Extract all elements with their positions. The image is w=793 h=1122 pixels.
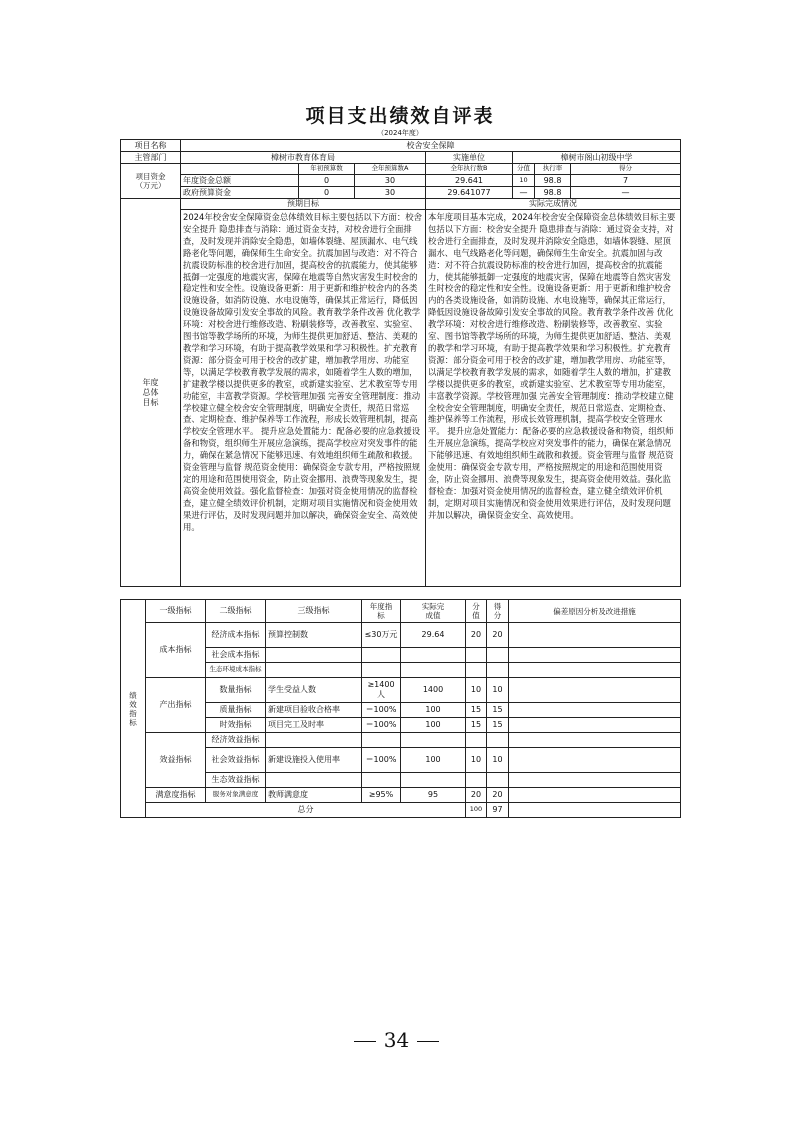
indicator-points [487,648,509,663]
indicator-level2: 社会效益指标 [206,748,266,773]
actual-header: 实际完成值 [401,600,466,623]
indicator-score [466,663,487,678]
gov-points: — [571,187,681,199]
indicator-actual [401,733,466,748]
table-row [121,623,681,648]
indicator-score: 15 [466,718,487,733]
indicator-target: ＝100% [362,748,401,773]
indicator-target: ＝100% [362,718,401,733]
indicator-points: 10 [487,678,509,703]
indicator-target [362,773,401,788]
group-cost: 成本指标 [146,623,206,678]
indicator-level2: 经济效益指标 [206,733,266,748]
indicator-score: 20 [466,623,487,648]
dept-value: 樟树市教育体育局 [181,152,426,164]
indicator-level3: 新建设施投入使用率 [266,748,362,773]
indicator-level2: 经济成本指标 [206,623,266,648]
indicator-deviation [509,718,681,733]
total-label: 总分 [146,803,466,818]
actual-result-header: 实际完成情况 [426,199,681,210]
page-title: 项目支出绩效自评表 [305,105,495,127]
indicator-points [487,663,509,678]
full-year-exec-header: 全年执行数B [426,164,513,175]
table-row [121,678,681,703]
indicator-points: 15 [487,703,509,718]
funds-header-blank [181,164,299,175]
indicator-score [466,773,487,788]
indicator-points [487,773,509,788]
gov-funds-label: 政府预算资金 [181,187,299,199]
indicator-points [487,733,509,748]
perf-indicator-label: 绩效指标 [121,600,146,818]
annual-full-year: 30 [355,175,426,187]
indicator-actual [401,773,466,788]
indicator-target [362,648,401,663]
points-col-header: 得分 [487,600,509,623]
initial-budget-header: 年初预算数 [299,164,355,175]
indicator-level3 [266,773,362,788]
annual-initial: 0 [299,175,355,187]
evaluation-sheet [120,97,680,1097]
indicator-level2: 服务对象满意度 [206,788,266,803]
summary-table [120,139,681,587]
table-row [121,788,681,803]
funds-label: 项目资金（万元） [121,164,181,199]
indicator-deviation [509,648,681,663]
gov-initial: 0 [299,187,355,199]
indicator-level2: 时效指标 [206,718,266,733]
impl-unit-label: 实施单位 [426,152,513,164]
exec-rate-header: 执行率 [535,164,571,175]
annual-points: 7 [571,175,681,187]
indicator-deviation [509,748,681,773]
dash-right [417,1041,439,1042]
annual-score: 10 [513,175,535,187]
indicator-target: ＝100% [362,703,401,718]
dept-label: 主管部门 [121,152,181,164]
report-year: （2024年度） [377,129,423,137]
indicator-table [120,599,681,818]
indicator-actual: 100 [401,703,466,718]
group-satisfaction: 满意度指标 [146,788,206,803]
indicator-level2: 数量指标 [206,678,266,703]
annual-goal-label: 年度总体目标 [121,199,181,587]
gov-rate: 98.8 [535,187,571,199]
impl-unit-value: 樟树市阁山初级中学 [513,152,681,164]
group-benefit: 效益指标 [146,733,206,788]
indicator-actual: 95 [401,788,466,803]
dash-left [354,1041,376,1042]
project-name-label: 项目名称 [121,140,181,152]
group-output: 产出指标 [146,678,206,733]
full-year-budget-header: 全年预算数A [355,164,426,175]
target-header: 年度指标 [362,600,401,623]
indicator-level3: 项目完工及时率 [266,718,362,733]
indicator-level3: 新建项目验收合格率 [266,703,362,718]
total-row [121,803,681,818]
indicator-actual [401,648,466,663]
indicator-score: 10 [466,748,487,773]
gov-full-year: 30 [355,187,426,199]
expected-goal-header: 预期目标 [181,199,426,210]
level1-header: 一级指标 [146,600,206,623]
indicator-deviation [509,678,681,703]
indicator-actual: 1400 [401,678,466,703]
indicator-level2: 社会成本指标 [206,648,266,663]
expected-goal-text: 2024年校舍安全保障资金总体绩效目标主要包括以下方面：校舍安全提升 隐患排查与消除：通过资金支持，对校舍进行全面排查，及时发现并消除安全隐患，如墙体裂缝、屋顶漏水、电气线路老化等问题，确保师生生命安全。抗震加固与改造：对不符合抗震设防标准的校舍进行加固，提高校舍的抗震能力，使其能够抵御一定强度的地震灾害，保障在地震等自然灾害发生时校舍的稳定性和安全性。设施设备更新：用于更新和维护校舍内的各类设施设备，如消防设施、水电设施等，确保其正常运行，降低因设施设备故障引发安全事故的风险。教育教学条件改善 优化教学环境：对校舍进行维修改造、粉刷装修等，改善教室、实验室、图书馆等教学场所的环境，为师生提供更加舒适、整洁、美观的教学和学习环境，有助于提高教学效果和学习积极性。扩充教育资源：部分资金可用于校舍的改扩建，增加教学用房、功能室等，以满足学校教育教学发展的需求，如随着学生人数的增加，扩建教学楼以提供更多的教室，或新建实验室、艺术教室等专用功能室，丰富教学资源。学校管理加强 完善安全管理制度：推动学校建立健全校舍安全管理制度，明确安全责任，规范日常巡查、定期检查、维护保养等工作流程，形成长效管理机制，提高学校安全管理水平。 提升应急处置能力：配备必要的应急救援设备和物资，组织师生开展应急演练，提高学校应对突发事件的能力，确保在紧急情况下能够迅速、有效地组织师生疏散和救援。资金管理与监督 规范资金使用：确保资金专款专用，严格按照规定的用途和范围使用资金，防止资金挪用、浪费等现象发生，提高资金使用效益。强化监督检查：加强对资金使用情况的监督检查，建立健全绩效评价机制，定期对项目实施情况和资金使用效果进行评估，及时发现问题并加以解决，确保资金安全、高效使用。 [181,210,426,587]
table-row [121,733,681,748]
project-name-value: 校舍安全保障 [181,140,681,152]
indicator-actual: 100 [401,718,466,733]
deviation-header: 偏差原因分析及改进措施 [509,600,681,623]
indicator-target: ≥95% [362,788,401,803]
total-deviation [509,803,681,818]
annual-rate: 98.8 [535,175,571,187]
actual-result-text: 本年度项目基本完成，2024年校舍安全保障资金总体绩效目标主要包括以下方面：校舍安全提升 隐患排查与消除：通过资金支持，对校舍进行全面排查，及时发现并消除安全隐患，如墙体裂缝、屋顶漏水、电气线路老化等问题，确保师生生命安全。抗震加固与改造：对不符合抗震设防标准的校舍进行加固，提高校舍的抗震能力，使其能够抵御一定强度的地震灾害，保障在地震等自然灾害发生时校舍的稳定性和安全性。设施设备更新：用于更新和维护校舍内的各类设施设备，如消防设施、水电设施等，确保其正常运行，降低因设施设备故障引发安全事故的风险。教育教学条件改善 优化教学环境：对校舍进行维修改造、粉刷装修等，改善教室、实验室、图书馆等教学场所的环境，为师生提供更加舒适、整洁、美观的教学和学习环境，有助于提高教学效果和学习积极性。扩充教育资源：部分资金可用于校舍的改扩建，增加教学用房、功能室等，以满足学校教育教学发展的需求，如随着学生人数的增加，扩建教学楼以提供更多的教室，或新建实验室、艺术教室等专用功能室，丰富教学资源。学校管理加强 完善安全管理制度：推动学校建立健全校舍安全管理制度，明确安全责任，规范日常巡查、定期检查、维护保养等工作流程，形成长效管理机制，提高学校安全管理水平。 提升应急处置能力：配备必要的应急救援设备和物资，组织师生开展应急演练，提高学校应对突发事件的能力，确保在紧急情况下能够迅速、有效地组织师生疏散和救援。资金管理与监督 规范资金使用：确保资金专款专用，严格按照规定的用途和范围使用资金，防止资金挪用、浪费等现象发生，提高资金使用效益。强化监督检查：加强对资金使用情况的监督检查，建立健全绩效评价机制，定期对项目实施情况和资金使用效果进行评估，及时发现问题并加以解决，确保资金安全、高效使用。 [426,210,681,587]
annual-funds-label: 年度资金总额 [181,175,299,187]
annual-exec: 29.641 [426,175,513,187]
gov-score: — [513,187,535,199]
indicator-target: ≤30万元 [362,623,401,648]
score-header: 分值 [513,164,535,175]
level2-header: 二级指标 [206,600,266,623]
indicator-points: 20 [487,623,509,648]
indicator-level3 [266,733,362,748]
indicator-level3: 教师满意度 [266,788,362,803]
indicator-level2: 质量指标 [206,703,266,718]
indicator-target [362,663,401,678]
indicator-deviation [509,788,681,803]
indicator-actual: 100 [401,748,466,773]
indicator-actual [401,663,466,678]
indicator-target: ≥1400人 [362,678,401,703]
indicator-level3 [266,663,362,678]
indicator-deviation [509,623,681,648]
indicator-level2: 生态环境成本指标 [206,663,266,678]
indicator-level2: 生态效益指标 [206,773,266,788]
total-score: 100 [466,803,487,818]
indicator-deviation [509,733,681,748]
indicator-score [466,733,487,748]
page-number [0,1028,793,1052]
indicator-deviation [509,773,681,788]
indicator-score: 10 [466,678,487,703]
indicator-score: 20 [466,788,487,803]
indicator-level3: 学生受益人数 [266,678,362,703]
gov-exec: 29.641077 [426,187,513,199]
points-header: 得分 [571,164,681,175]
indicator-target [362,733,401,748]
score-col-header: 分值 [466,600,487,623]
indicator-points: 20 [487,788,509,803]
page-number-value: 34 [383,1028,410,1052]
indicator-score [466,648,487,663]
indicator-points: 10 [487,748,509,773]
level3-header: 三级指标 [266,600,362,623]
indicator-actual: 29.64 [401,623,466,648]
indicator-level3 [266,648,362,663]
indicator-points: 15 [487,718,509,733]
indicator-deviation [509,703,681,718]
total-points: 97 [487,803,509,818]
indicator-score: 15 [466,703,487,718]
indicator-level3: 预算控制数 [266,623,362,648]
indicator-deviation [509,663,681,678]
